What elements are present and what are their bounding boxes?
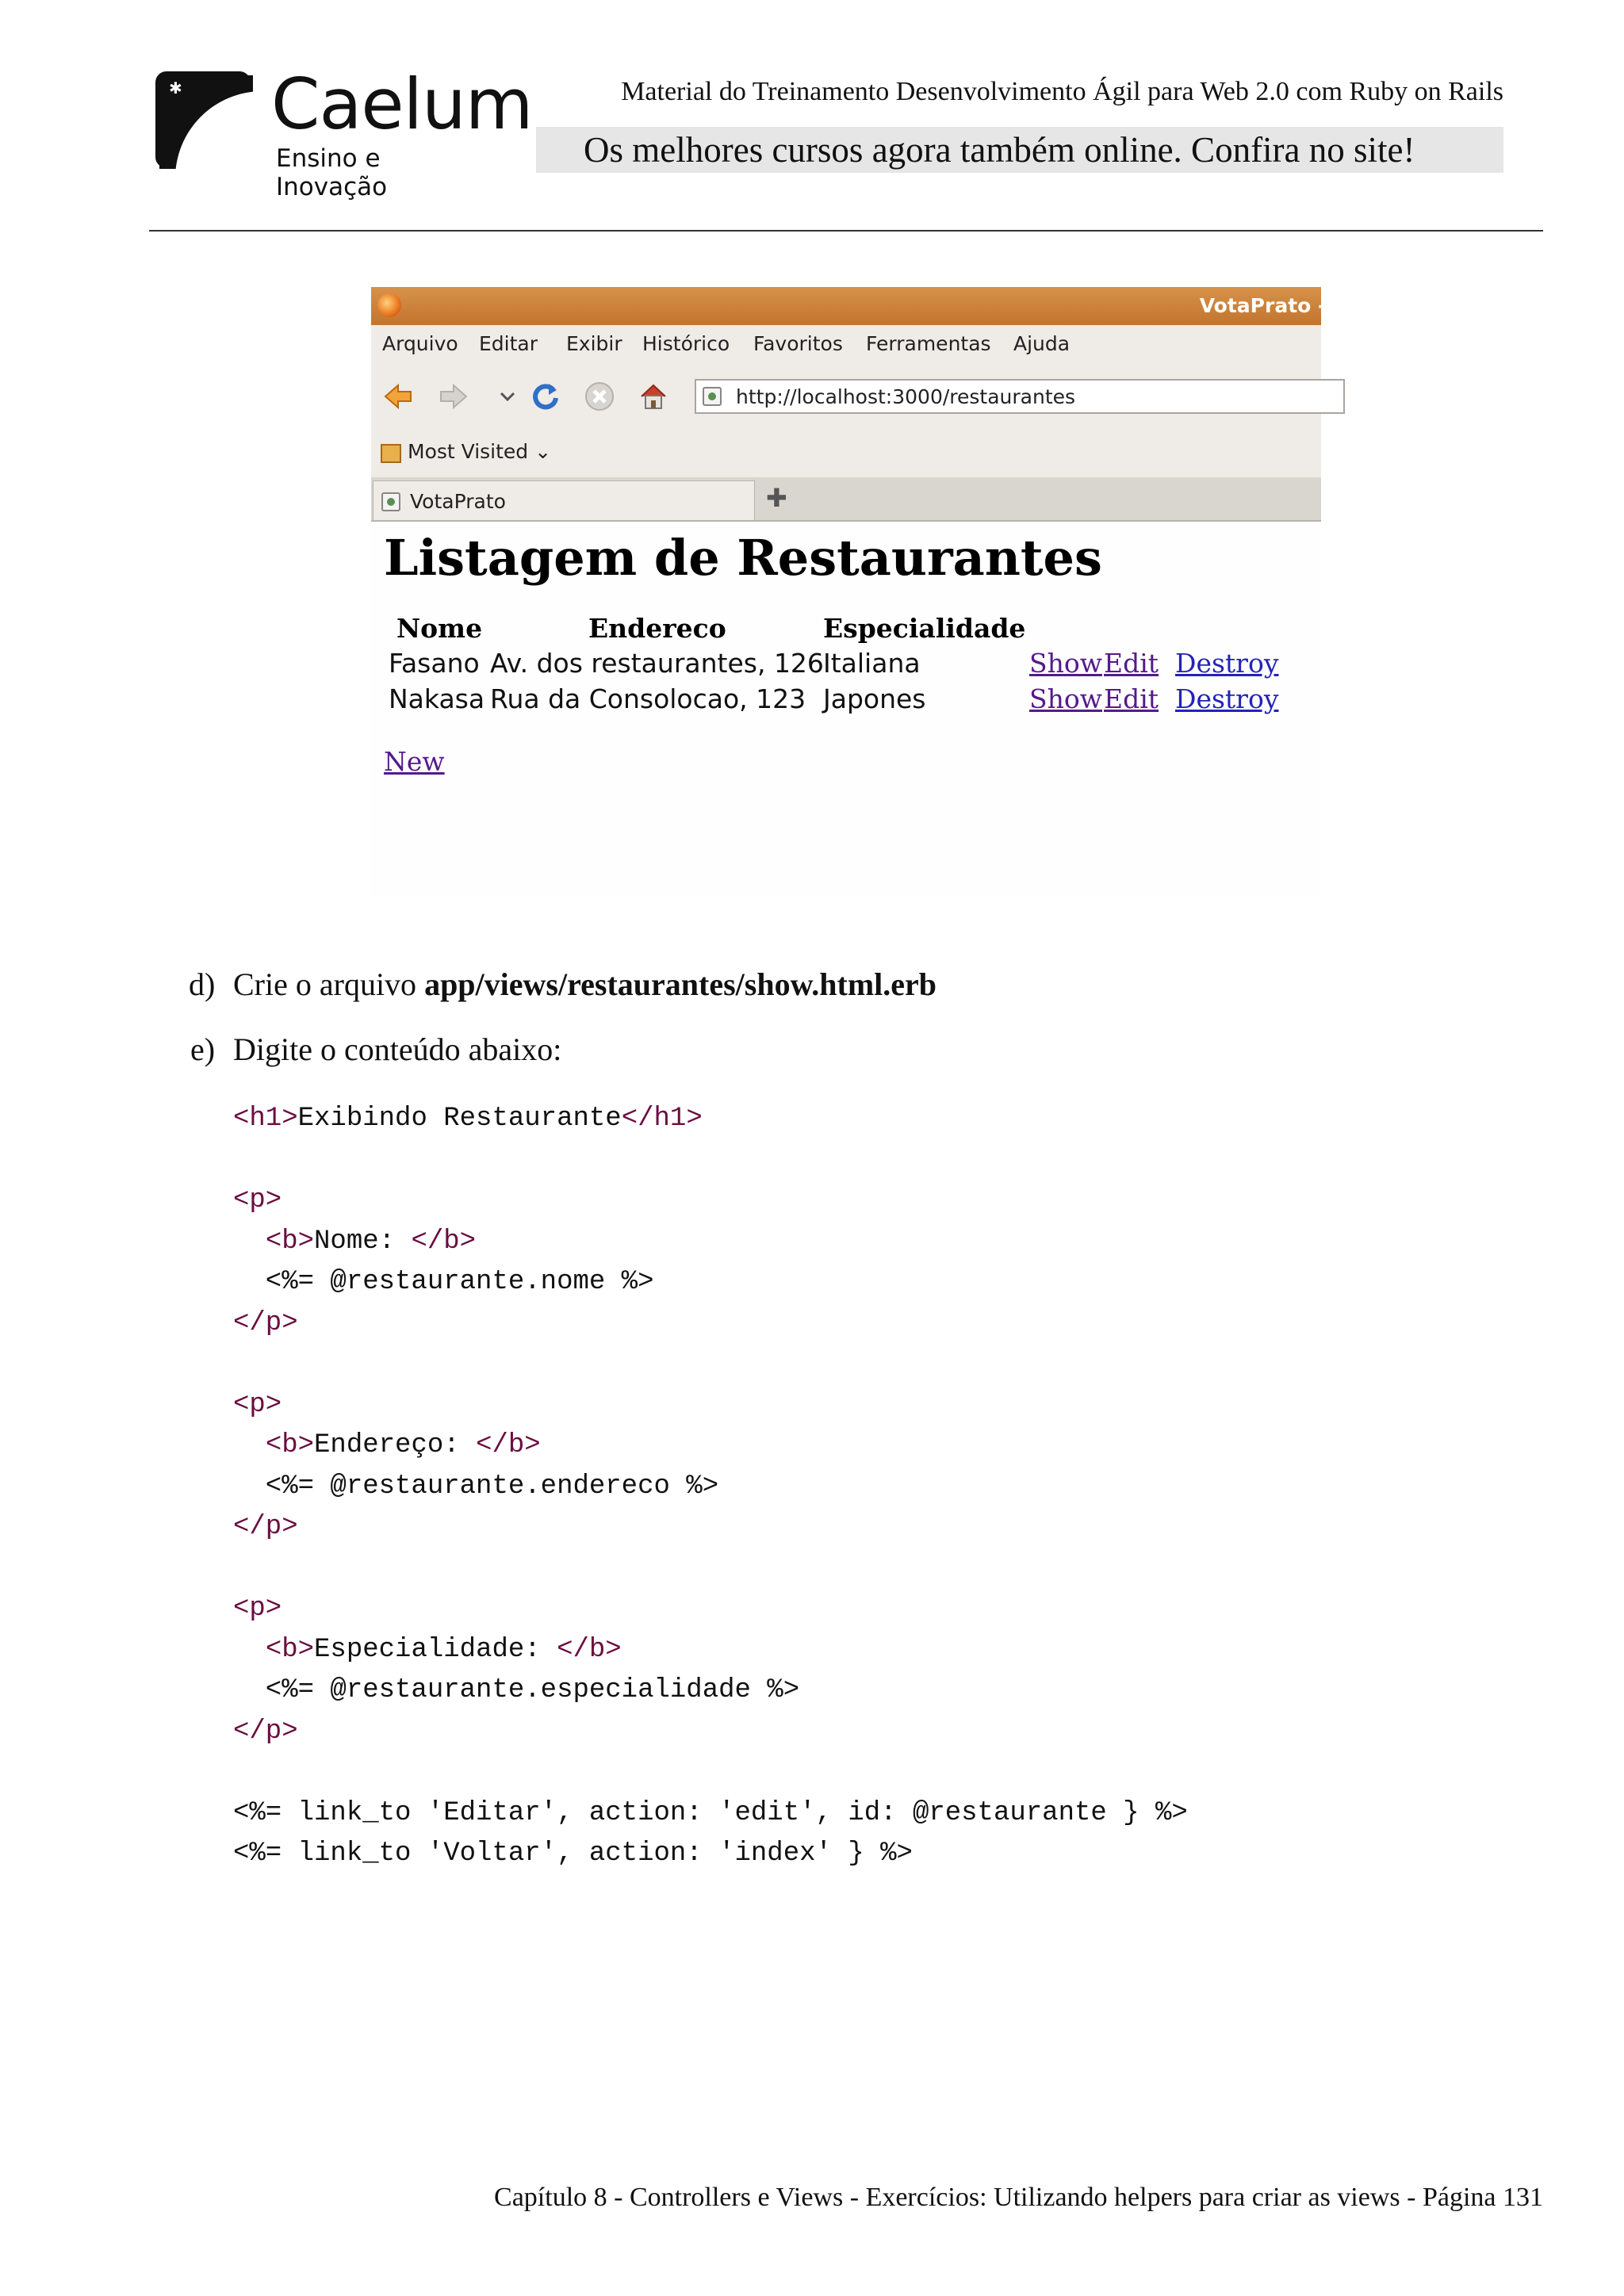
page-content [371,522,1321,897]
tab-votaprato[interactable] [373,480,755,520]
new-tab-plus-icon[interactable]: ✚ [766,483,787,513]
menu-item-exibir[interactable]: Exibir [566,332,622,355]
url-bar[interactable] [695,379,1345,414]
step-text: Crie o arquivo app/views/restaurantes/show.html.erb [233,966,937,1002]
show-link[interactable]: Show [1029,683,1102,714]
step-label: e) [190,1031,216,1067]
edit-link[interactable]: Edit [1104,648,1159,679]
step-label: d) [189,966,216,1002]
cell-endereco: Av. dos restaurantes, 126 [490,648,824,679]
code-block [233,1099,1188,1875]
back-arrow-icon[interactable] [382,381,414,412]
file-path: app/views/restaurantes/show.html.erb [424,966,937,1002]
window-title: VotaPrato - M [1199,294,1353,317]
caelum-logo-mark: ✱ [155,71,251,168]
code-line: <%= @restaurante.endereco %> [233,1471,719,1502]
code-line: <%= @restaurante.especialidade %> [233,1675,800,1705]
page-footer: Capítulo 8 - Controllers e Views - Exercícios: Utilizando helpers para criar as views - Página 131 [494,2183,1543,2212]
bookmark-folder-icon [381,444,401,463]
most-visited-label: Most Visited [408,440,529,463]
cell-endereco: Rua da Consolocao, 123 [490,683,806,714]
code-line: </p> [233,1512,298,1542]
new-link[interactable]: New [384,746,445,777]
step-text: Digite o conteúdo abaixo: [233,1031,562,1067]
code-line: <%= link_to 'Editar', action: 'edit', id: @restaurante } %> [233,1797,1188,1828]
menu-item-ajuda[interactable]: Ajuda [1013,332,1071,355]
browser-title-bar [371,287,1353,325]
cell-nome: Nakasa [389,683,485,714]
destroy-link[interactable]: Destroy [1175,648,1279,679]
code-line: <%= @restaurante.nome %> [233,1267,654,1297]
bookmarks-toolbar [371,428,1321,478]
code-line: <b>Nome: </b> [265,1226,477,1257]
column-header-especialidade: Especialidade [823,613,1026,644]
stop-icon[interactable] [584,381,615,412]
cell-nome: Fasano [389,648,480,679]
show-link[interactable]: Show [1029,648,1102,679]
code-line: </p> [233,1307,298,1338]
column-header-nome: Nome [396,613,483,644]
site-identity-icon[interactable] [703,387,722,406]
course-title: Material do Treinamento Desenvolvimento Ágil para Web 2.0 com Ruby on Rails [621,77,1503,106]
forward-arrow-icon[interactable] [438,381,469,412]
firefox-icon [377,293,401,317]
code-line: <b>Endereço: </b> [265,1430,541,1460]
header-divider [149,230,1543,232]
cell-especialidade: Japones [823,683,926,714]
code-line: <p> [233,1594,282,1624]
browser-nav-bar [371,363,1321,429]
menu-item-historico[interactable]: Histórico [642,332,730,355]
column-header-endereco: Endereco [588,613,726,644]
promo-banner-text: Os melhores cursos agora também online. Confira no site! [584,130,1415,170]
code-line: <h1>Exibindo Restaurante</h1> [233,1104,703,1134]
tab-favicon-icon [381,492,400,511]
promo-banner [536,127,1503,173]
menu-item-editar[interactable]: Editar [479,332,538,355]
cell-especialidade: Italiana [823,648,921,679]
history-dropdown-icon[interactable] [492,381,523,412]
url-text: http://localhost:3000/restaurantes [736,385,1076,408]
browser-screenshot [371,287,1353,897]
menu-item-favoritos[interactable]: Favoritos [753,332,843,355]
code-line: <%= link_to 'Voltar', action: 'index' } %> [233,1839,913,1869]
code-line: <b>Especialidade: </b> [265,1634,622,1665]
logo-tagline: Ensino e Inovação [276,144,388,201]
home-icon[interactable] [638,381,669,412]
chevron-down-icon: ⌄ [528,440,552,463]
most-visited-button[interactable] [408,441,551,463]
code-line: </p> [233,1716,298,1747]
menu-item-arquivo[interactable]: Arquivo [382,332,458,355]
code-line: <p> [233,1389,282,1420]
reload-icon[interactable] [530,381,561,412]
browser-menu-bar [371,325,1321,364]
caelum-logo [155,63,533,201]
menu-item-ferramentas[interactable]: Ferramentas [866,332,991,355]
code-line: <p> [233,1185,282,1215]
tab-title: VotaPrato [410,490,506,513]
destroy-link[interactable]: Destroy [1175,683,1279,714]
tab-bar [371,477,1321,522]
page-heading: Listagem de Restaurantes [384,529,1102,587]
logo-name: Caelum [271,63,533,145]
edit-link[interactable]: Edit [1104,683,1159,714]
